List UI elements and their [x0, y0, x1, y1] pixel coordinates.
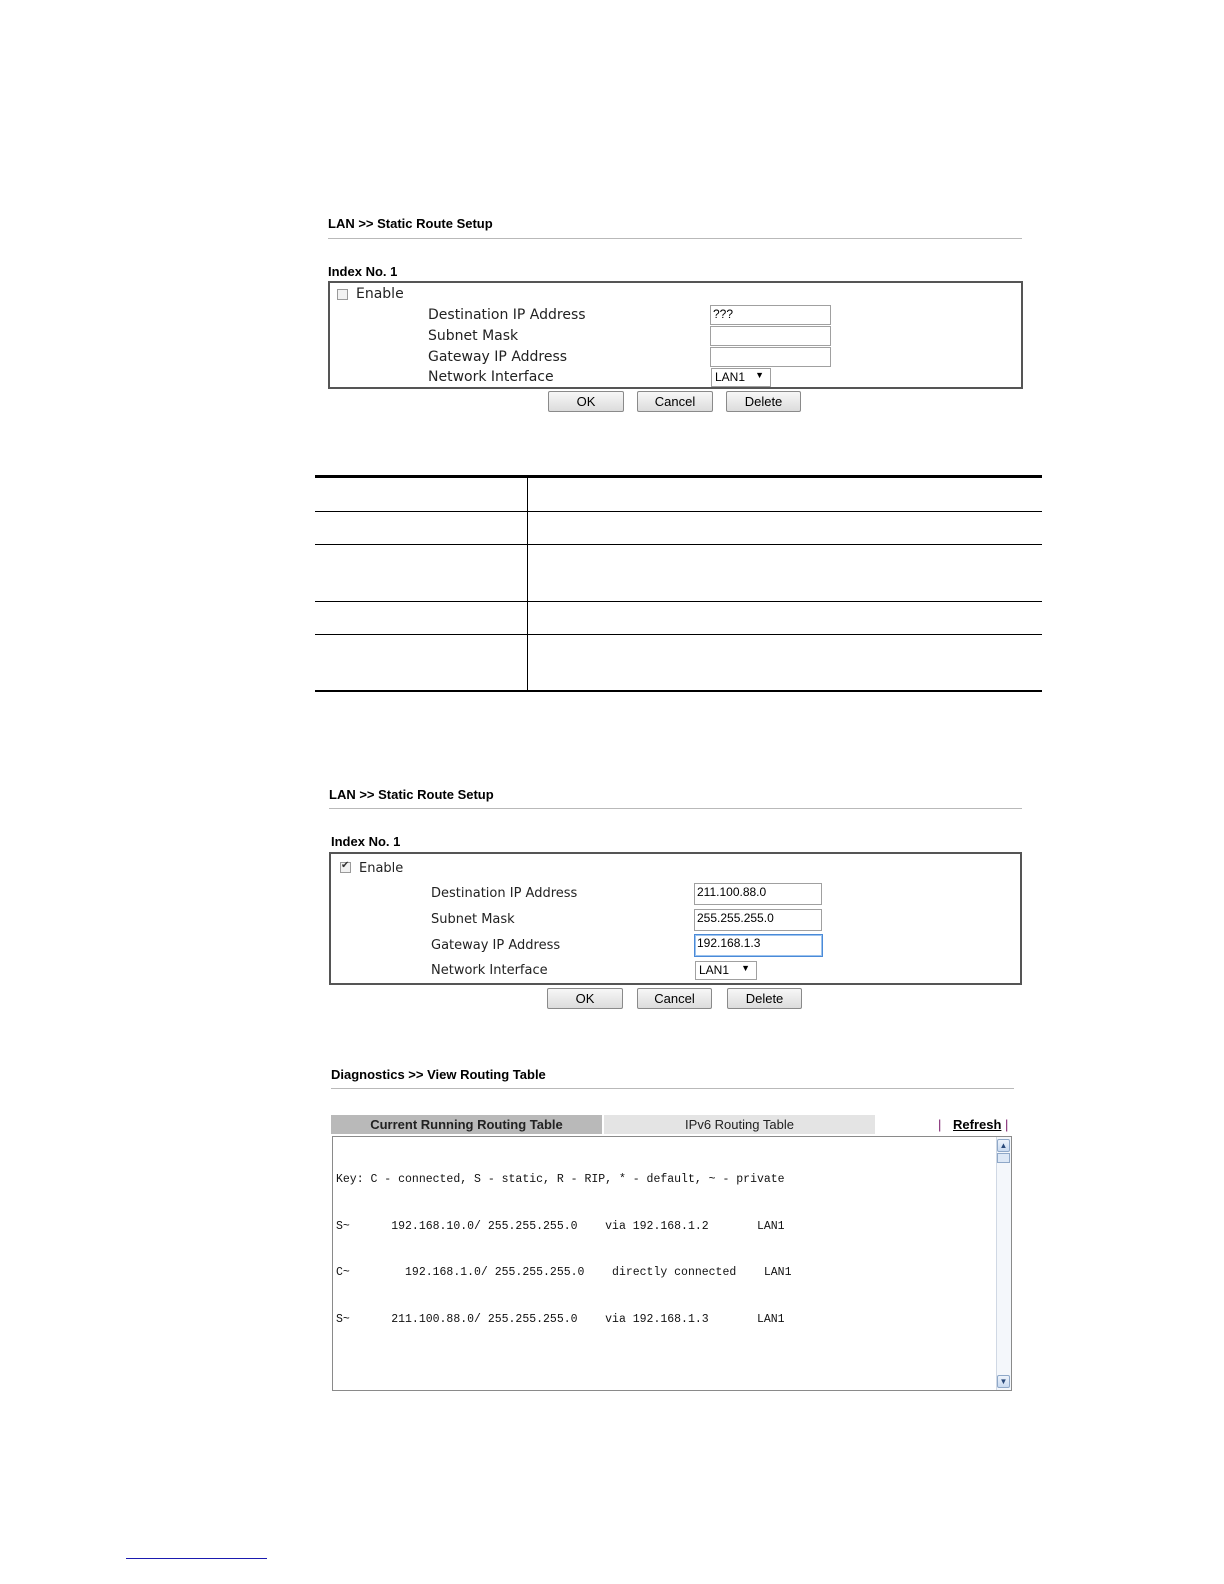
- form1-subnet-mask-input[interactable]: [710, 326, 831, 346]
- form2-box: [329, 852, 1022, 985]
- form2-page-title: LAN >> Static Route Setup: [329, 787, 494, 802]
- table-row-rule: [315, 634, 1042, 635]
- form1-subnet-mask-label: Subnet Mask: [428, 328, 519, 344]
- form1-network-interface-select[interactable]: [711, 368, 771, 387]
- table-bottom-rule: [315, 690, 1042, 692]
- form1-title-divider: [328, 238, 1022, 239]
- diagnostics-title-divider: [331, 1088, 1014, 1089]
- routing-key-line: Key: C - connected, S - static, R - RIP, * - default, ~ - private: [336, 1173, 785, 1186]
- dropdown-arrow-icon: ▼: [755, 370, 764, 380]
- form1-gateway-ip-input[interactable]: [710, 347, 831, 367]
- form1-network-interface-label: Network Interface: [428, 369, 554, 385]
- routing-entry: C~ 192.168.1.0/ 255.255.255.0 directly connected LAN1: [336, 1266, 792, 1279]
- form1-cancel-button[interactable]: Cancel: [637, 391, 713, 412]
- form2-subnet-mask-input[interactable]: 255.255.255.0: [694, 909, 822, 931]
- scroll-down-icon[interactable]: ▼: [997, 1375, 1010, 1388]
- table-row-rule: [315, 544, 1042, 545]
- scroll-thumb[interactable]: [997, 1153, 1010, 1163]
- diagnostics-page-title: Diagnostics >> View Routing Table: [331, 1067, 546, 1082]
- table-top-rule: [315, 475, 1042, 478]
- form2-enable-label: Enable: [359, 861, 404, 876]
- form2-destination-ip-input[interactable]: 211.100.88.0: [694, 883, 822, 905]
- form1-index-label: Index No. 1: [328, 264, 398, 279]
- form1-page-title: LAN >> Static Route Setup: [328, 216, 493, 231]
- routing-entry: S~ 192.168.10.0/ 255.255.255.0 via 192.168.1.2 LAN1: [336, 1219, 785, 1233]
- form2-subnet-mask-label: Subnet Mask: [431, 912, 515, 927]
- form2-cancel-button[interactable]: Cancel: [637, 988, 712, 1009]
- form2-title-divider: [329, 808, 1022, 809]
- table-column-divider: [527, 477, 528, 691]
- form1-gateway-ip-label: Gateway IP Address: [428, 349, 568, 365]
- tab-ipv6-routing-table[interactable]: IPv6 Routing Table: [604, 1115, 875, 1134]
- footnote-separator: [126, 1558, 267, 1559]
- table-row-rule: [315, 511, 1042, 512]
- routing-entry: S~ 211.100.88.0/ 255.255.255.0 via 192.168.1.3 LAN1: [336, 1312, 785, 1326]
- form2-network-interface-label: Network Interface: [431, 963, 548, 978]
- refresh-separator-right: |: [1005, 1117, 1009, 1132]
- scroll-up-icon[interactable]: ▲: [997, 1139, 1010, 1152]
- form1-destination-ip-label: Destination IP Address: [428, 307, 586, 323]
- form2-destination-ip-label: Destination IP Address: [431, 886, 578, 901]
- form2-network-interface-select[interactable]: [695, 961, 757, 980]
- dropdown-arrow-icon: ▼: [741, 963, 750, 973]
- form1-network-interface-value: LAN1: [715, 370, 746, 384]
- form2-index-label: Index No. 1: [331, 834, 401, 849]
- form1-destination-ip-input[interactable]: ???: [710, 305, 831, 325]
- form2-delete-button[interactable]: Delete: [727, 988, 802, 1009]
- form2-gateway-ip-label: Gateway IP Address: [431, 938, 561, 953]
- form2-ok-button[interactable]: OK: [547, 988, 623, 1009]
- form2-network-interface-value: LAN1: [699, 963, 730, 977]
- form1-delete-button[interactable]: Delete: [726, 391, 801, 412]
- form2-enable-checkbox[interactable]: [340, 862, 351, 873]
- routing-table-scrollbar[interactable]: [996, 1137, 1011, 1390]
- tab-current-running-routing-table[interactable]: Current Running Routing Table: [331, 1115, 602, 1134]
- form1-enable-label: Enable: [356, 286, 404, 302]
- form1-ok-button[interactable]: OK: [548, 391, 624, 412]
- refresh-separator-left: |: [938, 1117, 942, 1132]
- routing-table-textarea[interactable]: [332, 1136, 1012, 1391]
- routing-table-content: [336, 1141, 791, 1358]
- form1-enable-checkbox[interactable]: [337, 289, 348, 300]
- form1-box: [328, 281, 1023, 389]
- table-row-rule: [315, 601, 1042, 602]
- form2-gateway-ip-input[interactable]: 192.168.1.3: [694, 934, 823, 957]
- refresh-link[interactable]: Refresh: [953, 1117, 1002, 1132]
